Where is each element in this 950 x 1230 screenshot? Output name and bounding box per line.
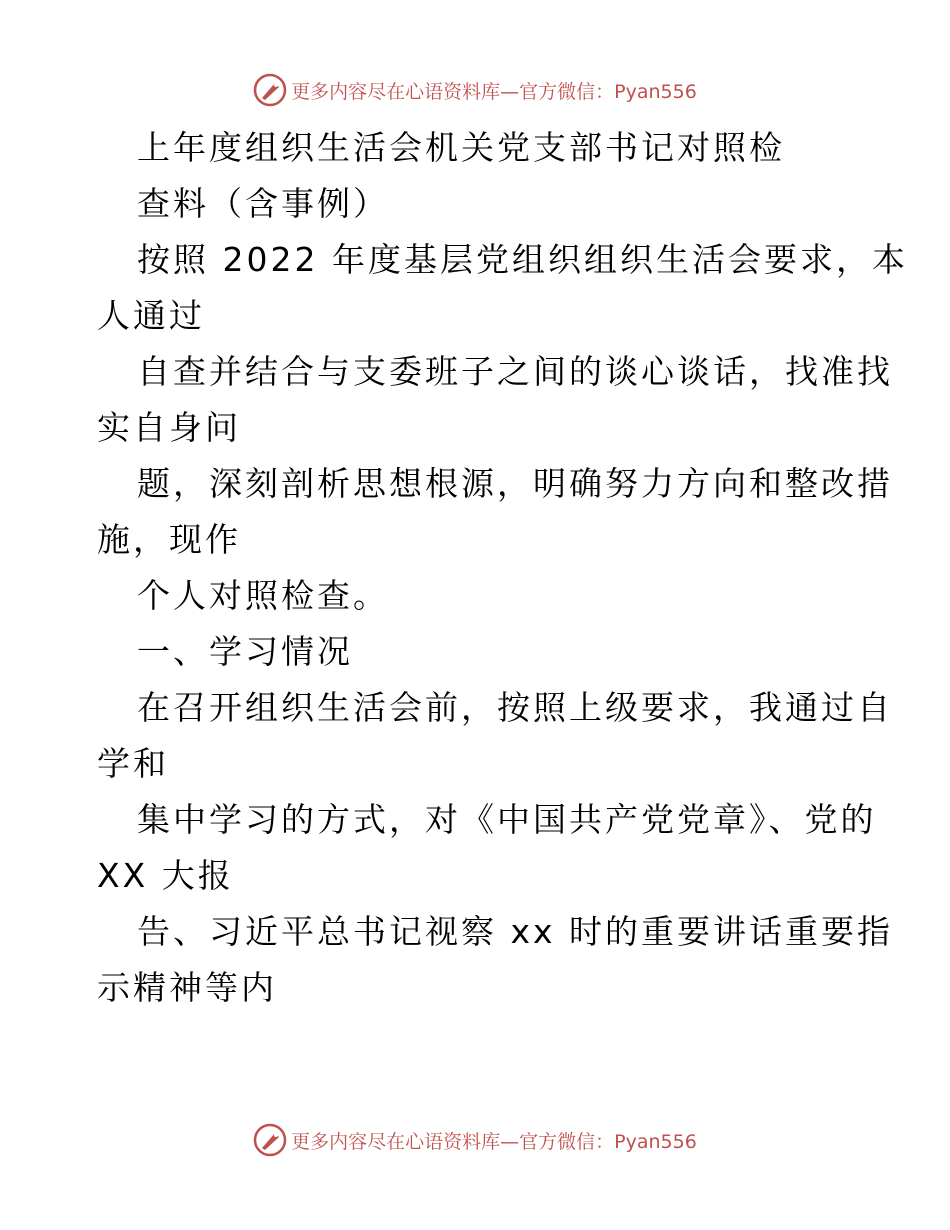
text-line: 告、习近平总书记视察 xx 时的重要讲话重要指 <box>137 912 894 951</box>
text-line: 上年度组织生活会机关党支部书记对照检 <box>137 128 785 167</box>
text-line: 集中学习的方式，对《中国共产党党章》、党的 <box>137 800 877 839</box>
text-line: 个人对照检查。 <box>137 576 389 615</box>
text-line: 一、学习情况 <box>137 632 353 671</box>
text-line: 按照 2022 年度基层党组织组织生活会要求，本 <box>137 240 908 279</box>
text-line: 施，现作 <box>97 520 241 559</box>
text-line: 在召开组织生活会前，按照上级要求，我通过自 <box>137 688 893 727</box>
text-line: 示精神等内 <box>97 968 277 1007</box>
pen-nib-logo-icon <box>253 1123 287 1157</box>
footer-watermark <box>0 1120 950 1160</box>
text-line: 自查并结合与支委班子之间的谈心谈话，找准找 <box>137 352 893 391</box>
text-line: 学和 <box>97 744 169 783</box>
text-line: 实自身问 <box>97 408 241 447</box>
text-line: 人通过 <box>97 296 205 335</box>
watermark-text: 更多内容尽在心语资料库—官方微信：Pyan556 <box>291 1130 697 1153</box>
document-body <box>97 120 908 1016</box>
text-line: 查料（含事例） <box>137 184 389 223</box>
text-line: XX 大报 <box>97 856 234 895</box>
header-watermark <box>0 70 950 110</box>
text-line: 题，深刻剖析思想根源，明确努力方向和整改措 <box>137 464 893 503</box>
pen-nib-logo-icon <box>253 73 287 107</box>
watermark-text: 更多内容尽在心语资料库—官方微信：Pyan556 <box>291 80 697 103</box>
